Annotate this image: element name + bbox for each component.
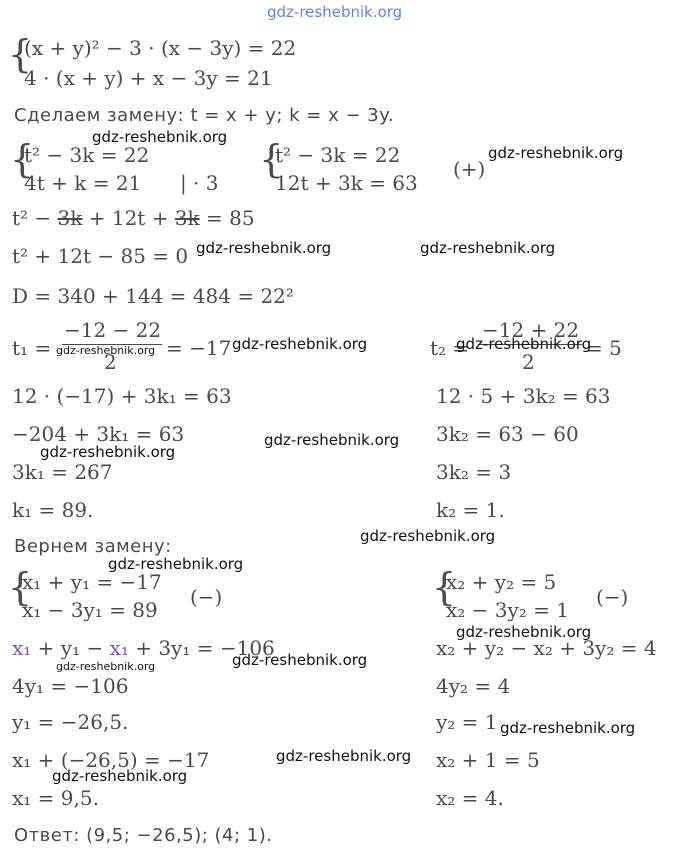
brace-system-2-right: { — [259, 137, 284, 181]
system2-multiplier: | · 3 — [180, 171, 219, 195]
watermark: gdz-reshebnik.org — [40, 443, 176, 461]
watermark: gdz-reshebnik.org — [360, 527, 496, 545]
watermark-small: gdz-reshebnik.org — [56, 344, 156, 357]
k-left-line-3: 3k₁ = 267 — [12, 460, 113, 484]
sum-part-2: + 12t + — [82, 206, 175, 230]
system2-operation: (+) — [453, 157, 486, 181]
cancel-term-1: x₁ — [12, 636, 32, 660]
watermark-top: gdz-reshebnik.org — [267, 3, 403, 21]
final-left-operation: (−) — [190, 585, 223, 609]
final-left-eq2: x₁ − 3y₁ = 89 — [22, 598, 158, 622]
y-left-line-2: y₁ = −26,5. — [12, 710, 129, 734]
y-right-line-1: 4y₂ = 4 — [436, 674, 511, 698]
reverse-substitution: Вернем замену: — [14, 536, 172, 557]
system1-eq1: (x + y)² − 3 · (x − 3y) = 22 — [24, 36, 297, 60]
watermark: gdz-reshebnik.org — [196, 239, 332, 257]
discriminant: D = 340 + 144 = 484 = 22² — [12, 284, 294, 308]
k-left-line-2: −204 + 3k₁ = 63 — [12, 422, 185, 446]
watermark: gdz-reshebnik.org — [264, 431, 400, 449]
watermark: gdz-reshebnik.org — [108, 555, 244, 573]
root1-label: t₁ = — [12, 336, 52, 360]
watermark-small: gdz-reshebnik.org — [56, 660, 156, 673]
root1-result: = −17 — [166, 336, 232, 360]
x-left-line-1: x₁ + (−26,5) = −17 — [12, 748, 210, 772]
watermark: gdz-reshebnik.org — [488, 144, 624, 162]
k-left-line-1: 12 · (−17) + 3k₁ = 63 — [12, 384, 232, 408]
quadratic-equation: t² + 12t − 85 = 0 — [12, 244, 189, 268]
root1-denominator: 2 — [104, 350, 117, 374]
system1-eq2: 4 · (x + y) + x − 3y = 21 — [24, 66, 273, 90]
k-right-line-3: 3k₂ = 3 — [436, 460, 512, 484]
x-right-line-2: x₂ = 4. — [436, 786, 504, 810]
x-right-line-1: x₂ + 1 = 5 — [436, 748, 540, 772]
brace-system-1: { — [8, 32, 33, 76]
system2-left-eq2: 4t + k = 21 — [24, 171, 142, 195]
watermark: gdz-reshebnik.org — [52, 767, 188, 785]
final-right-operation: (−) — [596, 585, 629, 609]
watermark: gdz-reshebnik.org — [232, 651, 368, 669]
root2-label: t₂ = — [430, 336, 470, 360]
brace-final-right: { — [432, 565, 457, 609]
brace-final-left: { — [8, 565, 33, 609]
system2-right-eq2: 12t + 3k = 63 — [275, 171, 418, 195]
k-right-line-1: 12 · 5 + 3k₂ = 63 — [436, 384, 611, 408]
watermark: gdz-reshebnik.org — [276, 747, 412, 765]
k-left-line-4: k₁ = 89. — [12, 498, 94, 522]
watermark: gdz-reshebnik.org — [232, 335, 368, 353]
sum-line — [12, 206, 255, 230]
system2-left-eq1: t² − 3k = 22 — [24, 143, 150, 167]
root1-numerator: −12 − 22 — [64, 318, 162, 342]
root2-result: = 5 — [586, 336, 622, 360]
x-left-line-2: x₁ = 9,5. — [12, 786, 99, 810]
sub-left-mid: + y₁ − — [31, 636, 110, 660]
watermark: gdz-reshebnik.org — [500, 719, 636, 737]
strike-term-1: 3k — [57, 206, 83, 230]
final-right-eq1: x₂ + y₂ = 5 — [446, 570, 557, 594]
cancel-term-2: x₁ — [109, 636, 129, 660]
substitution-line: Сделаем замену: t = x + y; k = x − 3y. — [14, 105, 395, 126]
watermark: gdz-reshebnik.org — [456, 623, 592, 641]
strike-term-2: 3k — [174, 206, 200, 230]
root2-denominator: 2 — [522, 350, 535, 374]
sum-part-3: = 85 — [199, 206, 255, 230]
brace-system-2-left: { — [10, 137, 35, 181]
final-right-eq2: x₂ − 3y₂ = 1 — [446, 598, 570, 622]
k-right-line-4: k₂ = 1. — [436, 498, 505, 522]
watermark: gdz-reshebnik.org — [456, 335, 592, 353]
root2-numerator: −12 + 22 — [482, 318, 580, 342]
answer-line: Ответ: (9,5; −26,5); (4; 1). — [14, 825, 273, 846]
subtraction-right: x₂ + y₂ − x₂ + 3y₂ = 4 — [436, 636, 657, 660]
final-left-eq1: x₁ + y₁ = −17 — [22, 570, 162, 594]
y-left-line-1: 4y₁ = −106 — [12, 674, 129, 698]
y-right-line-2: y₂ = 1 — [436, 710, 498, 734]
watermark: gdz-reshebnik.org — [420, 239, 556, 257]
sum-part-1: t² − — [12, 206, 58, 230]
k-right-line-2: 3k₂ = 63 − 60 — [436, 422, 579, 446]
sub-left-end: + 3y₁ = −106 — [128, 636, 275, 660]
system2-right-eq1: t² − 3k = 22 — [275, 143, 401, 167]
watermark: gdz-reshebnik.org — [92, 128, 228, 146]
